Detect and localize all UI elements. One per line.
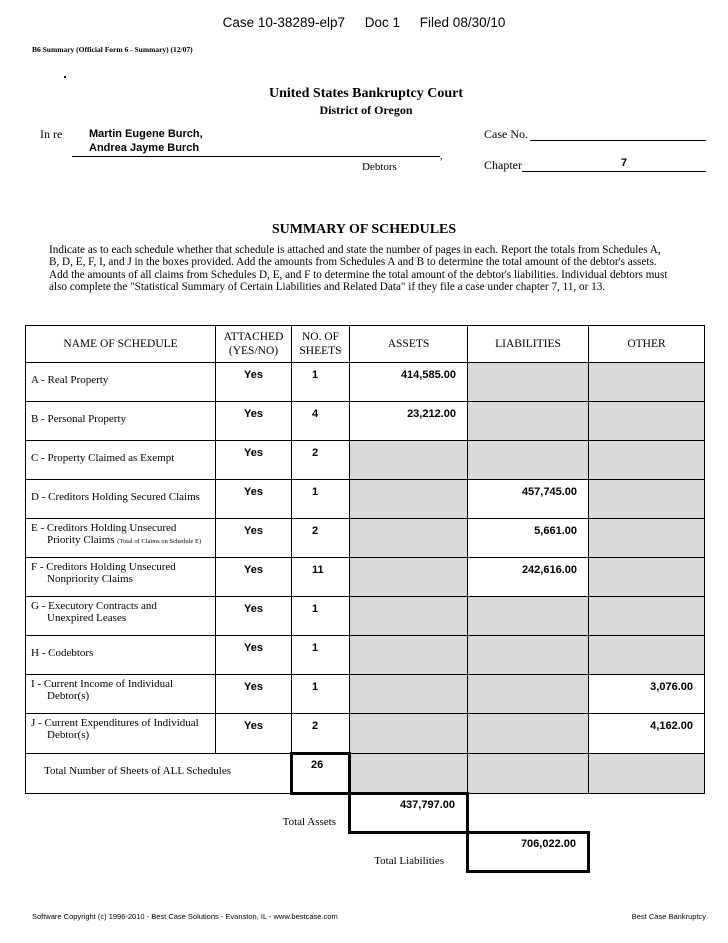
instruction-line: Add the amounts of all claims from Schedules D, E, and F to determine the total amount of the debtor's liabilities. Individual debtors must xyxy=(49,268,668,281)
assets-cell xyxy=(350,714,468,754)
attached-cell: Yes xyxy=(216,597,292,636)
other-cell: 3,076.00 xyxy=(589,675,705,714)
table-header-row xyxy=(26,326,705,363)
assets-cell: 23,212.00 xyxy=(350,402,468,441)
schedule-name: E - Creditors Holding Unsecured Priority Claims (Total of Claims on Schedule E) xyxy=(26,519,216,558)
total-sheets-value: 26 xyxy=(292,754,350,794)
total-sheets-row xyxy=(26,754,705,794)
liabilities-cell xyxy=(468,597,589,636)
empty-cell xyxy=(589,833,705,872)
other-cell xyxy=(589,441,705,480)
attached-cell: Yes xyxy=(216,519,292,558)
schedule-name: A - Real Property xyxy=(26,363,216,402)
total-liabilities-label-cell xyxy=(26,833,468,872)
assets-cell xyxy=(350,636,468,675)
attached-cell: Yes xyxy=(216,441,292,480)
total-assets-label: Total Assets xyxy=(282,815,336,828)
schedule-name: H - Codebtors xyxy=(26,636,216,675)
instruction-line: B, D, E, F, I, and J in the boxes provided. Add the amounts from Schedules A and B to determine the total amount of the debtor's assets. xyxy=(49,256,657,269)
doc-number: Doc 1 xyxy=(364,15,401,30)
footer-copyright: Software Copyright (c) 1996-2010 - Best Case Solutions - Evanston, IL - www.bestcase.com xyxy=(32,912,338,921)
liabilities-cell: 457,745.00 xyxy=(468,480,589,519)
table-row xyxy=(26,675,705,714)
assets-cell xyxy=(350,558,468,597)
liabilities-cell: 5,661.00 xyxy=(468,519,589,558)
total-assets-row xyxy=(26,794,705,833)
sheets-cell: 4 xyxy=(292,402,350,441)
schedule-name: F - Creditors Holding Unsecured Nonpriority Claims xyxy=(26,558,216,597)
table-row xyxy=(26,519,705,558)
sheets-cell: 1 xyxy=(292,675,350,714)
header-name: NAME OF SCHEDULE xyxy=(26,326,216,363)
sheets-cell: 2 xyxy=(292,441,350,480)
assets-cell xyxy=(350,675,468,714)
schedule-name: C - Property Claimed as Exempt xyxy=(26,441,216,480)
table-row xyxy=(26,402,705,441)
other-cell xyxy=(589,597,705,636)
chapter-value: 7 xyxy=(621,157,628,169)
assets-cell xyxy=(350,597,468,636)
other-cell xyxy=(589,519,705,558)
liabilities-cell: 242,616.00 xyxy=(468,558,589,597)
other-cell xyxy=(589,636,705,675)
other-cell xyxy=(589,402,705,441)
other-cell xyxy=(589,363,705,402)
court-title: United States Bankruptcy Court xyxy=(268,86,464,101)
liabilities-cell xyxy=(468,402,589,441)
assets-cell xyxy=(350,441,468,480)
debtor-underline xyxy=(72,156,440,157)
sheets-cell: 1 xyxy=(292,363,350,402)
sheets-cell: 1 xyxy=(292,597,350,636)
sheets-cell: 2 xyxy=(292,519,350,558)
footer-brand: Best Case Bankruptcy xyxy=(631,912,706,921)
case-header xyxy=(0,15,728,30)
schedule-e-note: (Total of Claims on Schedule E) xyxy=(117,538,202,545)
schedule-name: I - Current Income of Individual Debtor(s) xyxy=(26,675,216,714)
attached-cell: Yes xyxy=(216,636,292,675)
schedules-table xyxy=(25,325,705,873)
liabilities-cell xyxy=(468,441,589,480)
district: District of Oregon xyxy=(319,103,413,117)
header-sheets: NO. OF SHEETS xyxy=(292,326,350,363)
sheets-cell: 11 xyxy=(292,558,350,597)
other-cell xyxy=(589,480,705,519)
sheets-cell: 2 xyxy=(292,714,350,754)
attached-cell: Yes xyxy=(216,558,292,597)
liabilities-cell xyxy=(468,754,589,794)
form-id: B6 Summary (Official Form 6 - Summary) (12/07) xyxy=(32,45,193,54)
empty-cell xyxy=(468,794,589,833)
assets-cell xyxy=(350,480,468,519)
attached-cell: Yes xyxy=(216,675,292,714)
table-row xyxy=(26,597,705,636)
table-row xyxy=(26,558,705,597)
filed-date: Filed 08/30/10 xyxy=(419,15,506,30)
total-liabilities-row xyxy=(26,833,705,872)
total-assets-label-cell xyxy=(26,794,350,833)
case-no-label: Case No. xyxy=(484,127,528,141)
total-liabilities-value: 706,022.00 xyxy=(468,833,589,872)
liabilities-cell xyxy=(468,675,589,714)
table-row xyxy=(26,636,705,675)
instruction-line: also complete the "Statistical Summary of Certain Liabilities and Related Data" if they file a case under chapter 7, 11, or 13. xyxy=(49,281,606,294)
case-no-field xyxy=(530,140,706,141)
header-assets: ASSETS xyxy=(350,326,468,363)
liabilities-cell xyxy=(468,363,589,402)
attached-cell: Yes xyxy=(216,363,292,402)
other-cell xyxy=(589,558,705,597)
table-row xyxy=(26,363,705,402)
chapter-field xyxy=(522,171,706,172)
empty-cell xyxy=(589,794,705,833)
attached-cell: Yes xyxy=(216,402,292,441)
other-cell xyxy=(589,754,705,794)
table-row xyxy=(26,714,705,754)
stray-mark xyxy=(64,76,66,78)
total-assets-value: 437,797.00 xyxy=(350,794,468,833)
header-attached: ATTACHED (YES/NO) xyxy=(216,326,292,363)
sheets-cell: 1 xyxy=(292,480,350,519)
assets-cell xyxy=(350,754,468,794)
table-row xyxy=(26,441,705,480)
header-liabilities: LIABILITIES xyxy=(468,326,589,363)
attached-cell: Yes xyxy=(216,714,292,754)
debtor-comma: , xyxy=(440,151,443,162)
sheets-cell: 1 xyxy=(292,636,350,675)
debtors-label: Debtors xyxy=(362,161,397,173)
schedule-name: B - Personal Property xyxy=(26,402,216,441)
assets-cell: 414,585.00 xyxy=(350,363,468,402)
case-number: Case 10-38289-elp7 xyxy=(222,15,345,30)
debtor-name-1: Martin Eugene Burch, xyxy=(89,128,203,140)
debtor-name-2: Andrea Jayme Burch xyxy=(89,142,200,154)
total-sheets-label: Total Number of Sheets of ALL Schedules xyxy=(26,754,292,794)
summary-title: SUMMARY OF SCHEDULES xyxy=(271,222,457,237)
total-liabilities-label: Total Liabilities xyxy=(374,854,444,867)
instructions xyxy=(49,244,667,294)
header-other: OTHER xyxy=(589,326,705,363)
schedule-name: J - Current Expenditures of Individual Debtor(s) xyxy=(26,714,216,754)
schedule-name: G - Executory Contracts and Unexpired Leases xyxy=(26,597,216,636)
other-cell: 4,162.00 xyxy=(589,714,705,754)
instruction-line: Indicate as to each schedule whether that schedule is attached and state the number of pages in each. Report the totals from Schedules A, xyxy=(49,244,661,256)
chapter-label: Chapter xyxy=(484,158,522,172)
in-re-label: In re xyxy=(40,127,63,141)
liabilities-cell xyxy=(468,714,589,754)
attached-cell: Yes xyxy=(216,480,292,519)
liabilities-cell xyxy=(468,636,589,675)
table-row xyxy=(26,480,705,519)
schedule-name: D - Creditors Holding Secured Claims xyxy=(26,480,216,519)
assets-cell xyxy=(350,519,468,558)
